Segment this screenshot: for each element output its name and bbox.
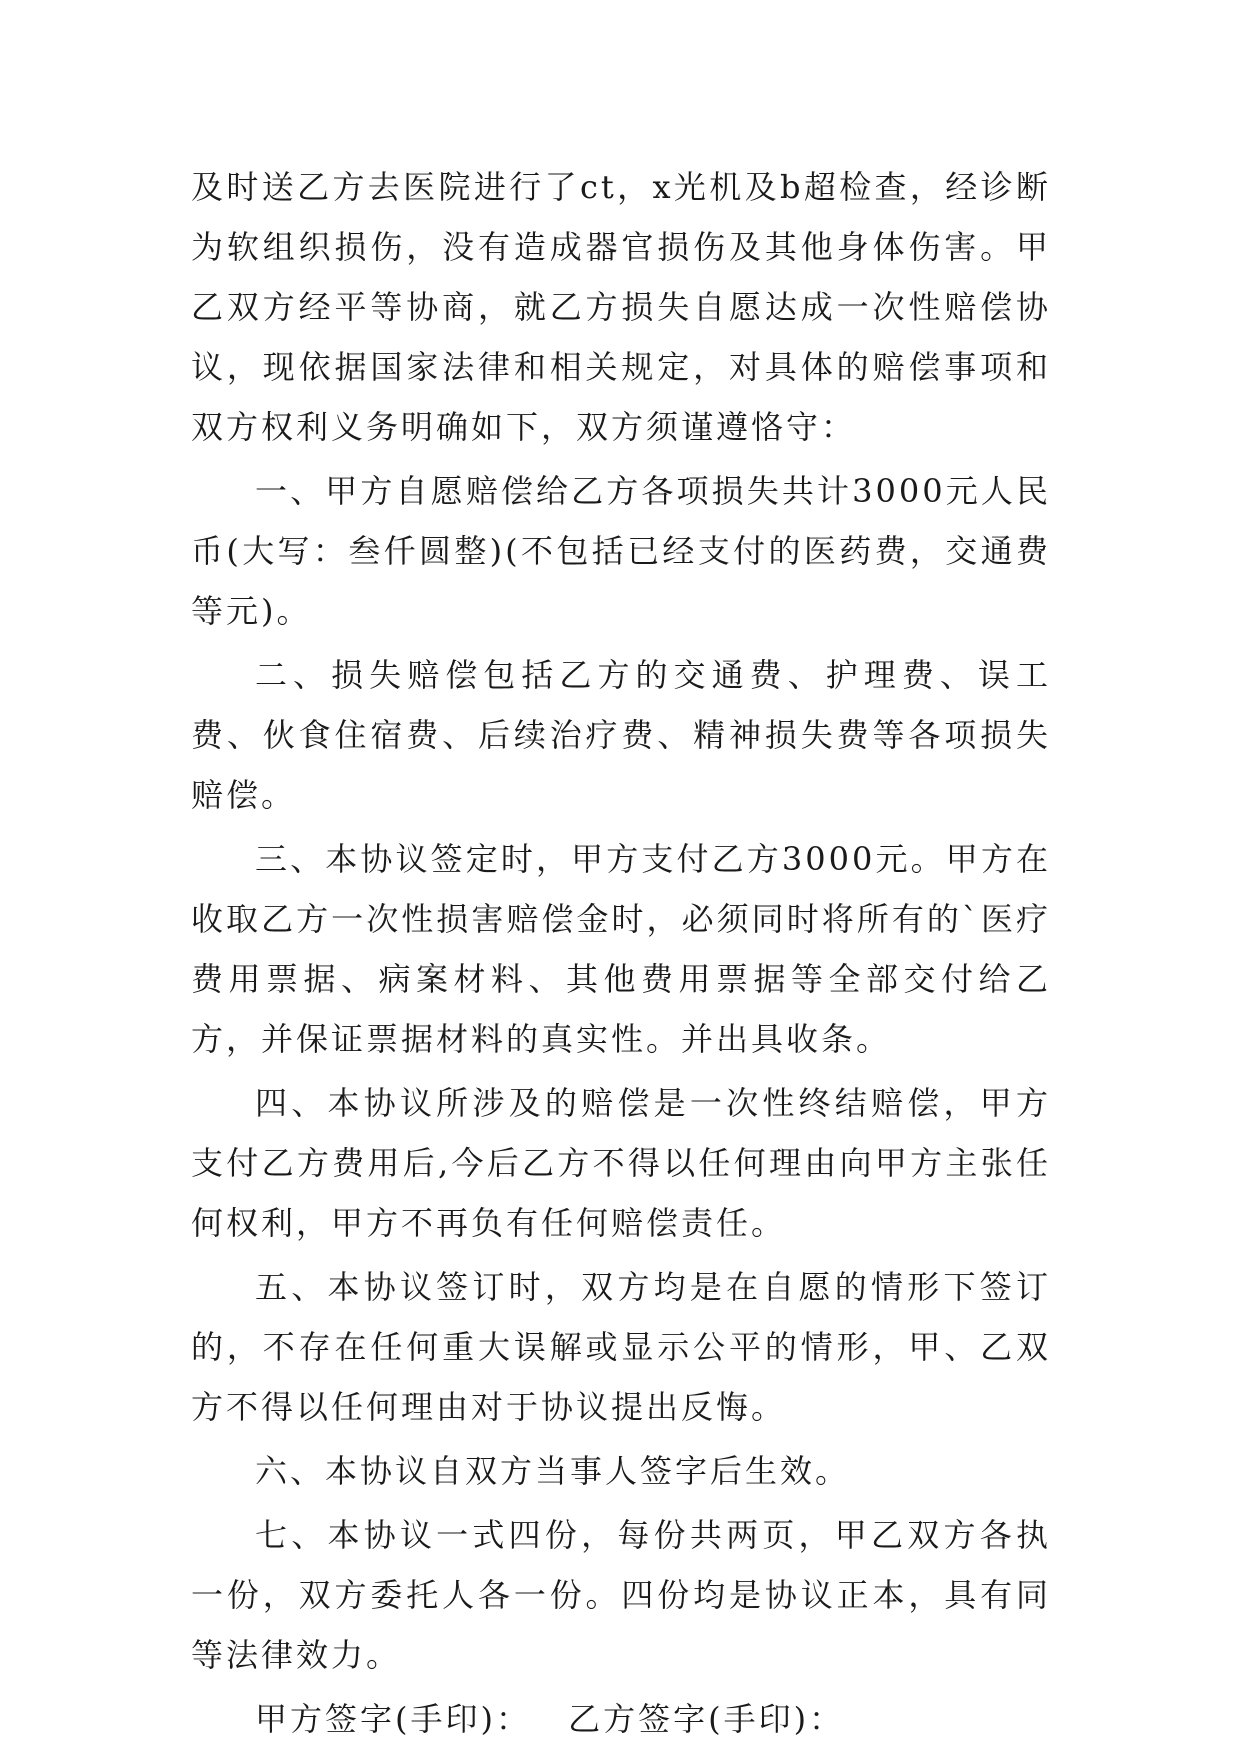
intro-paragraph: 及时送乙方去医院进行了ct，x光机及b超检查，经诊断为软组织损伤，没有造成器官损伤及其他身体伤害。甲乙双方经平等协商，就乙方损失自愿达成一次性赔偿协议，现依据国家法律和相关规定，对具体的赔偿事项和双方权利义务明确如下，双方须谨遵恪守： (191, 168, 1051, 446)
document-body (191, 157, 1051, 1749)
party-b-signature-label: 乙方签字(手印)： (568, 1700, 845, 1738)
signature-row (191, 1689, 1051, 1749)
clause-2: 二、损失赔偿包括乙方的交通费、护理费、误工费、伙食住宿费、后续治疗费、精神损失费等各项损失赔偿。 (191, 656, 1051, 814)
clause-3: 三、本协议签定时，甲方支付乙方3000元。甲方在收取乙方一次性损害赔偿金时，必须同时将所有的`医疗费用票据、病案材料、其他费用票据等全部交付给乙方，并保证票据材料的真实性。并出具收条。 (191, 840, 1051, 1058)
clause-5: 五、本协议签订时，双方均是在自愿的情形下签订的，不存在任何重大误解或显示公平的情形，甲、乙双方不得以任何理由对于协议提出反悔。 (191, 1268, 1051, 1426)
clause-4: 四、本协议所涉及的赔偿是一次性终结赔偿，甲方支付乙方费用后,今后乙方不得以任何理由向甲方主张任何权利，甲方不再负有任何赔偿责任。 (191, 1084, 1051, 1242)
clause-6: 六、本协议自双方当事人签字后生效。 (255, 1452, 851, 1490)
clause-1: 一、甲方自愿赔偿给乙方各项损失共计3000元人民币(大写：叁仟圆整)(不包括已经支付的医药费，交通费等元)。 (191, 472, 1051, 630)
party-a-signature-label: 甲方签字(手印)： (255, 1700, 531, 1738)
clause-7: 七、本协议一式四份，每份共两页，甲乙双方各执一份，双方委托人各一份。四份均是协议正本，具有同等法律效力。 (191, 1516, 1051, 1674)
